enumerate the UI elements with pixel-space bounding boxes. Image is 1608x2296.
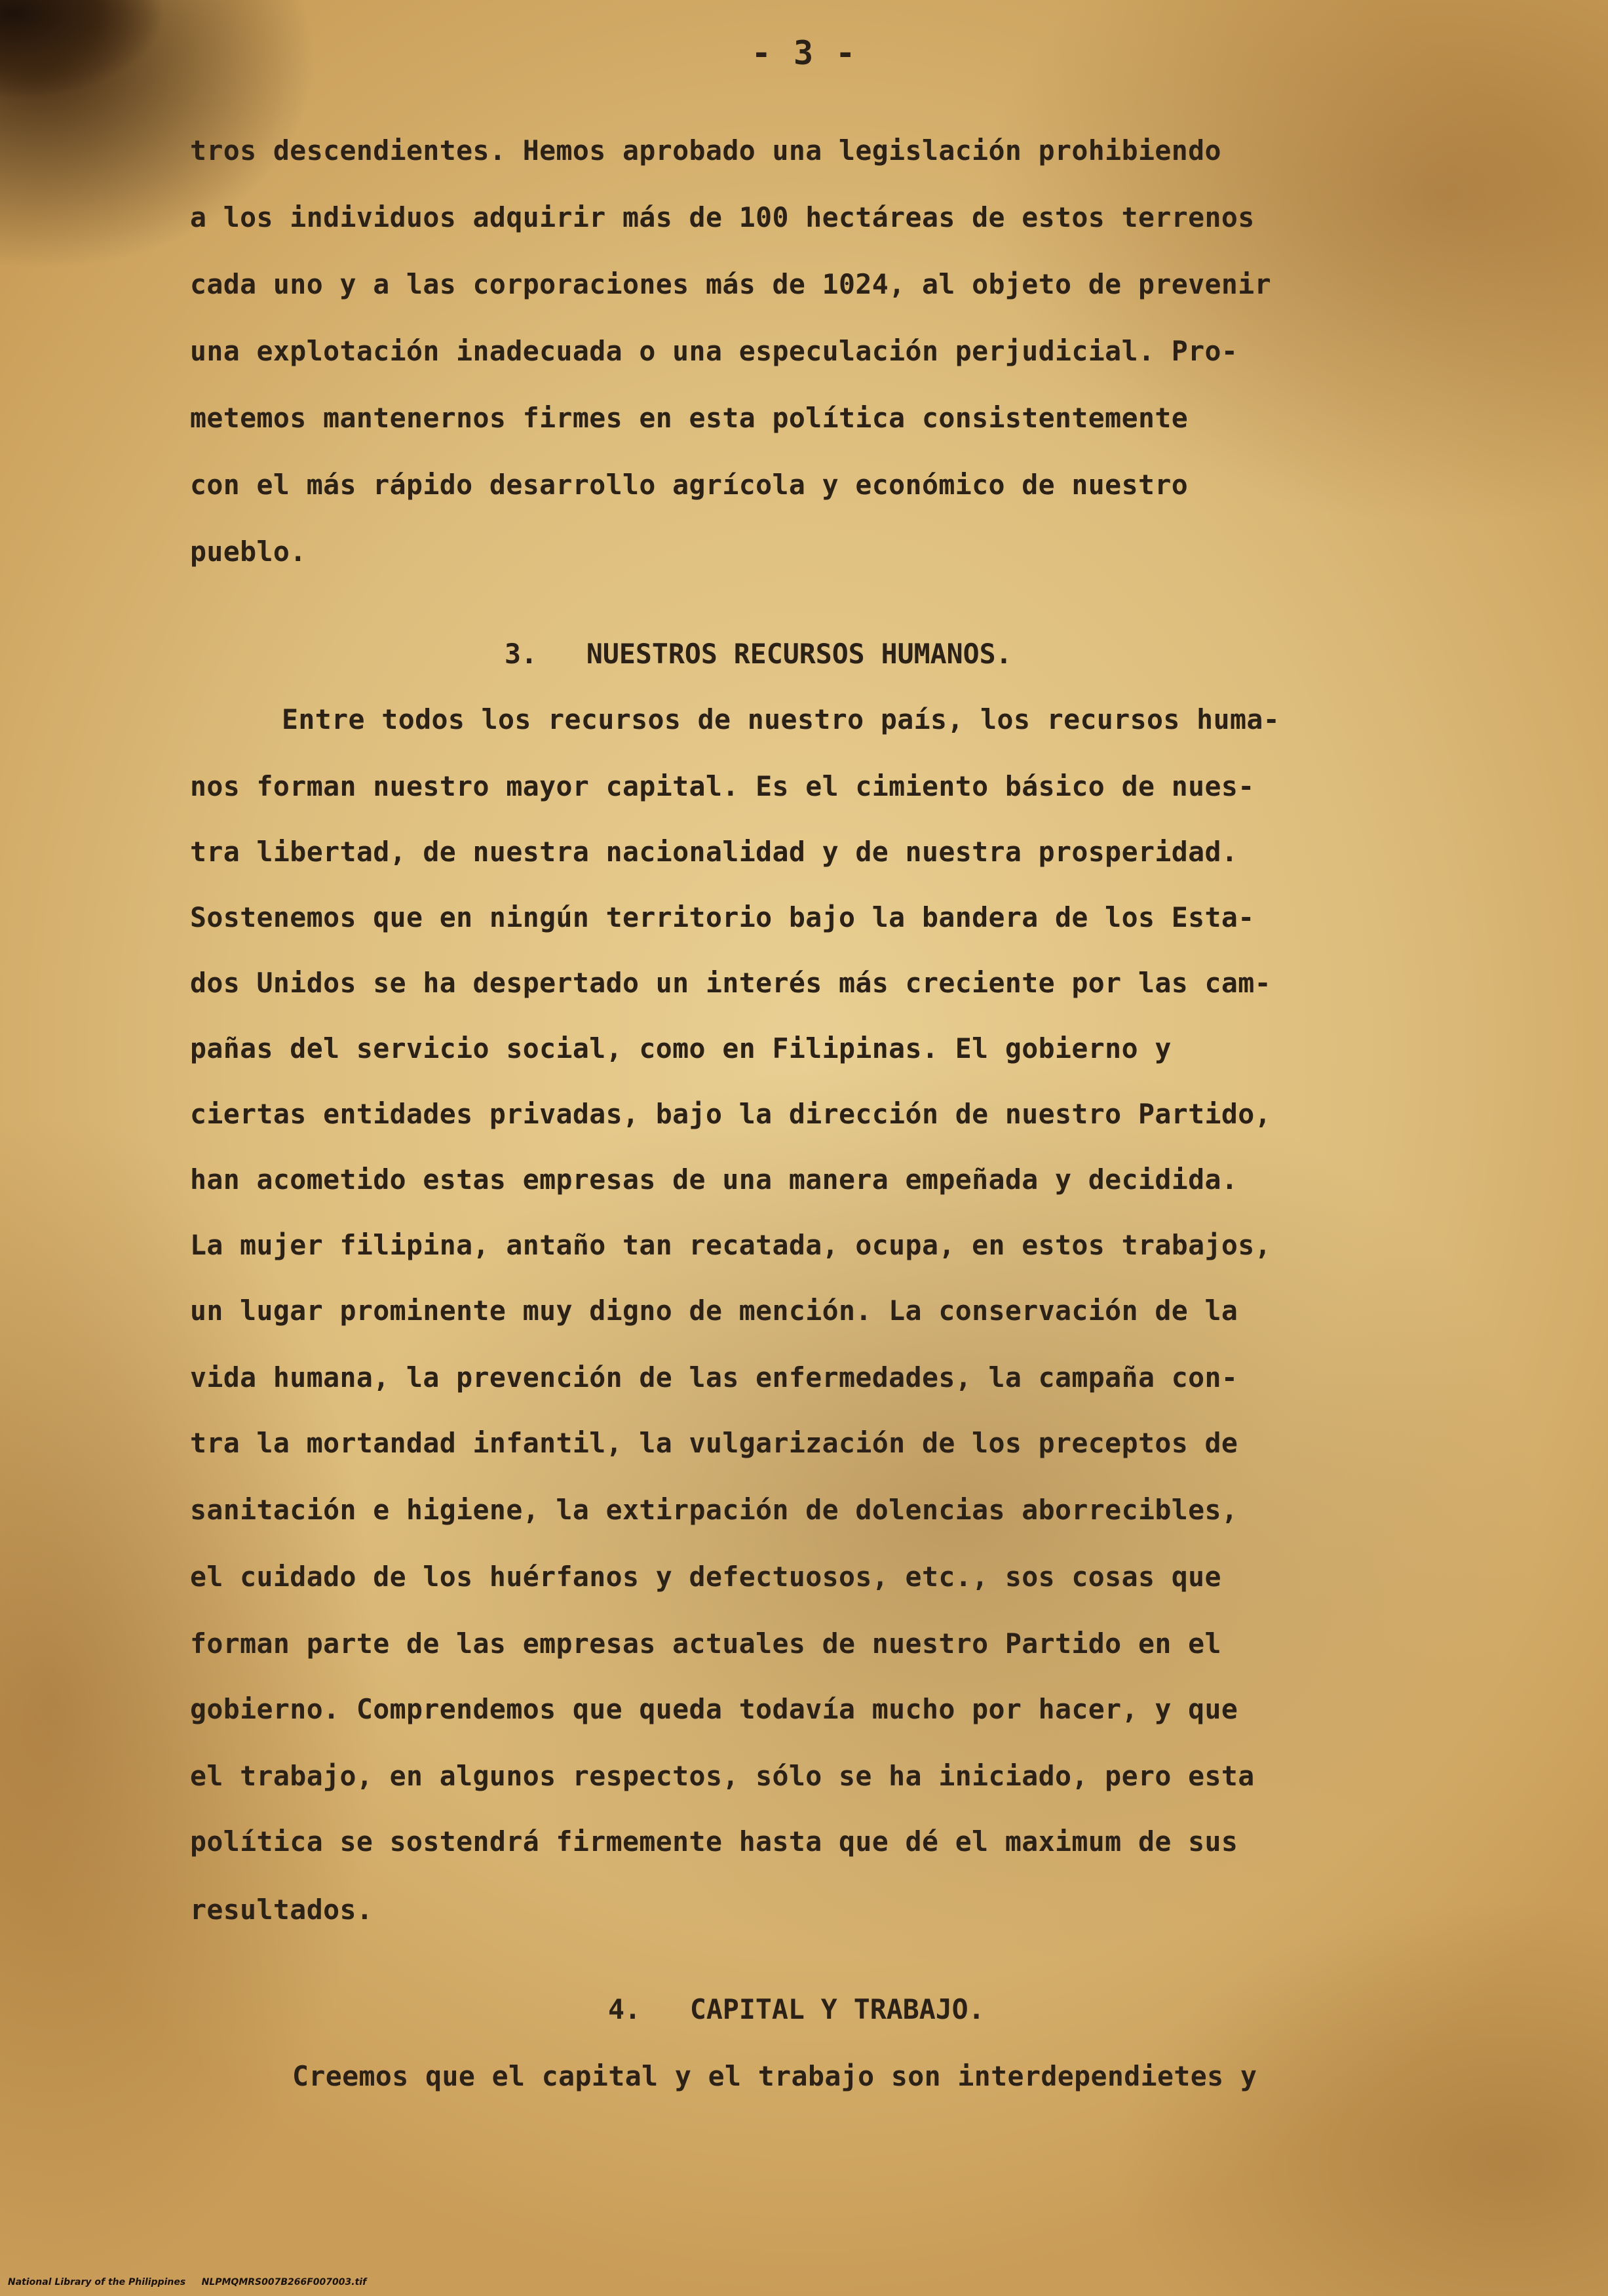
text-line: política se sostendrá firmemente hasta que dé el maximum de sus bbox=[190, 1825, 1238, 1858]
text-line: han acometido estas empresas de una manera empeñada y decidida. bbox=[190, 1163, 1238, 1196]
archive-footer: National Library of the Philippines NLPMQMRS007B266F007003.tif bbox=[8, 2277, 367, 2287]
text-line: Sostenemos que en ningún territorio bajo la bandera de los Esta- bbox=[190, 901, 1255, 933]
text-line: un lugar prominente muy digno de mención. La conservación de la bbox=[190, 1294, 1238, 1327]
text-line: cada uno y a las corporaciones más de 1024, al objeto de prevenir bbox=[190, 268, 1272, 300]
text-line: el trabajo, en algunos respectos, sólo se ha iniciado, pero esta bbox=[190, 1760, 1255, 1792]
text-line: pañas del servicio social, como en Filipinas. El gobierno y bbox=[190, 1032, 1172, 1064]
text-line: forman parte de las empresas actuales de nuestro Partido en el bbox=[190, 1627, 1221, 1660]
text-line: a los individuos adquirir más de 100 hectáreas de estos terrenos bbox=[190, 201, 1255, 233]
text-line: La mujer filipina, antaño tan recatada, ocupa, en estos trabajos, bbox=[190, 1229, 1272, 1261]
text-line: tros descendientes. Hemos aprobado una legislación prohibiendo bbox=[190, 134, 1221, 166]
text-line: ciertas entidades privadas, bajo la dirección de nuestro Partido, bbox=[190, 1098, 1272, 1130]
page-number: - 3 - bbox=[751, 34, 857, 72]
section-heading-3: 3. NUESTROS RECURSOS HUMANOS. bbox=[505, 638, 1012, 670]
text-line: tra la mortandad infantil, la vulgarización de los preceptos de bbox=[190, 1427, 1238, 1459]
text-line: vida humana, la prevención de las enfermedades, la campaña con- bbox=[190, 1361, 1238, 1393]
text-line: dos Unidos se ha despertado un interés más creciente por las cam- bbox=[190, 967, 1272, 999]
text-line: nos forman nuestro mayor capital. Es el cimiento básico de nues- bbox=[190, 770, 1255, 802]
text-line: pueblo. bbox=[190, 535, 307, 568]
section-heading-4: 4. CAPITAL Y TRABAJO. bbox=[608, 1993, 985, 2025]
text-line: con el más rápido desarrollo agrícola y económico de nuestro bbox=[190, 469, 1189, 501]
text-line: Creemos que el capital y el trabajo son interdependietes y bbox=[292, 2060, 1257, 2092]
text-line: tra libertad, de nuestra nacionalidad y de nuestra prosperidad. bbox=[190, 836, 1238, 868]
text-line: resultados. bbox=[190, 1894, 373, 1926]
text-line: Entre todos los recursos de nuestro país, los recursos huma- bbox=[282, 703, 1280, 735]
text-line: sanitación e higiene, la extirpación de dolencias aborrecibles, bbox=[190, 1494, 1238, 1526]
text-line: el cuidado de los huérfanos y defectuosos, etc., sos cosas que bbox=[190, 1561, 1221, 1593]
text-line: gobierno. Comprendemos que queda todavía mucho por hacer, y que bbox=[190, 1693, 1238, 1725]
text-line: una explotación inadecuada o una especulación perjudicial. Pro- bbox=[190, 335, 1238, 367]
text-line: metemos mantenernos firmes en esta política consistentemente bbox=[190, 402, 1189, 434]
